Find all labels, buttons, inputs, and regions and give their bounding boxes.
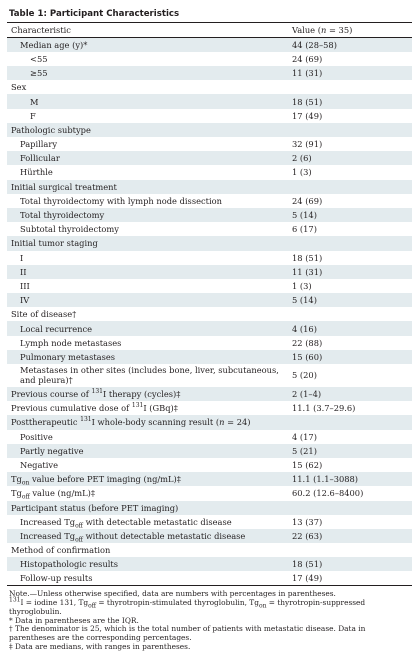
table-row: Positive 4 (17) bbox=[20, 431, 317, 442]
table-row: Lymph node metastases 22 (88) bbox=[20, 337, 323, 348]
table-row: Pulmonary metastases 15 (60) bbox=[7, 350, 412, 364]
footnote-note: Note.—Unless otherwise specified, data are numbers with percentages in parentheses. bbox=[9, 589, 336, 599]
table-row: Previous course of $^{131}$I therapy (cycles)‡ 2 (1–4) bbox=[7, 387, 412, 401]
footnote-asterisk: * Data in parentheses are the IQR. bbox=[9, 615, 139, 625]
table-row: Pathologic subtype bbox=[7, 123, 412, 137]
footnote-abbreviations: $^{131}$I = iodine 131, $Tg_{off}$ = thyrotropin-stimulated thyroglobulin, $Tg_{on}$ = thyrotropin-suppressed thyroglobulin. bbox=[9, 596, 366, 616]
table-row: $Tg_{off}$ value (ng/mL)‡ 60.2 (12.6–8400) bbox=[11, 488, 364, 502]
footnote-double-dagger: ‡ Data are medians, with ranges in parentheses. bbox=[9, 641, 191, 651]
table-row: Negative 15 (62) bbox=[20, 460, 323, 471]
table-row: Participant status (before PET imaging) bbox=[7, 501, 412, 515]
table-row: Subtotal thyroidectomy 6 (17) bbox=[20, 224, 317, 235]
table-row: Initial surgical treatment bbox=[7, 180, 412, 194]
table-row: I 18 (51) bbox=[20, 252, 323, 263]
table-row: Metastases in other sites (includes bone, liver, subcutaneous, and pleura)† 5 (20) bbox=[20, 365, 317, 385]
table-row: Sex bbox=[11, 82, 27, 93]
table-row: Posttherapeutic $^{131}$I whole-body scanning result (n = 24) bbox=[7, 415, 412, 429]
participant-table bbox=[7, 23, 412, 586]
table-row: Histopathologic results 18 (51) bbox=[7, 557, 412, 571]
table-row: Total thyroidectomy 5 (14) bbox=[7, 208, 412, 222]
table-row: IV 5 (14) bbox=[7, 293, 412, 307]
table-row: $Tg_{on}$ value before PET imaging (ng/mL)‡ 11.1 (1.1–3088) bbox=[7, 472, 412, 486]
table-row: III 1 (3) bbox=[20, 280, 312, 291]
table-row: Median age (y)* 44 (28–58) bbox=[7, 38, 412, 52]
footnote-dagger: † The denominator is 25, which is the total number of patients with metastatic disease. Data in parentheses are the corresponding percentages. bbox=[9, 624, 366, 643]
table-row: ≥55 11 (31) bbox=[7, 66, 412, 80]
table-caption: Table 1: Participant Characteristics bbox=[7, 6, 412, 23]
table-row: Hürthle 1 (3) bbox=[20, 167, 312, 178]
table-row: Site of disease† bbox=[11, 309, 77, 320]
table-row: II 11 (31) bbox=[7, 265, 412, 279]
table-row: Local recurrence 4 (16) bbox=[7, 321, 412, 335]
table-row: Increased $Tg_{off}$ without detectable metastatic disease 22 (63) bbox=[7, 529, 412, 543]
table-row: Follicular 2 (6) bbox=[7, 151, 412, 165]
table-row: Partly negative 5 (21) bbox=[7, 444, 412, 458]
table-row: Increased $Tg_{off}$ with detectable metastatic disease 13 (37) bbox=[20, 516, 323, 530]
table-row: Method of confirmation bbox=[11, 545, 111, 556]
header-value: Value (n = 35) bbox=[288, 23, 412, 38]
table-row: Follow-up results 17 (49) bbox=[20, 573, 323, 584]
table-row: M 18 (51) bbox=[7, 94, 412, 108]
table-header-row bbox=[7, 23, 412, 38]
table-row: Papillary 32 (91) bbox=[20, 139, 323, 150]
table-footnotes bbox=[7, 586, 412, 652]
header-characteristic: Characteristic bbox=[7, 23, 288, 38]
table-row: Initial tumor staging bbox=[7, 236, 412, 250]
table-row: F 17 (49) bbox=[30, 110, 323, 121]
table-row: Previous cumulative dose of $^{131}$I (GBq)‡ 11.1 (3.7–29.6) bbox=[11, 402, 356, 414]
table-row: <55 24 (69) bbox=[30, 53, 323, 64]
table-row: Total thyroidectomy with lymph node dissection 24 (69) bbox=[20, 195, 323, 206]
